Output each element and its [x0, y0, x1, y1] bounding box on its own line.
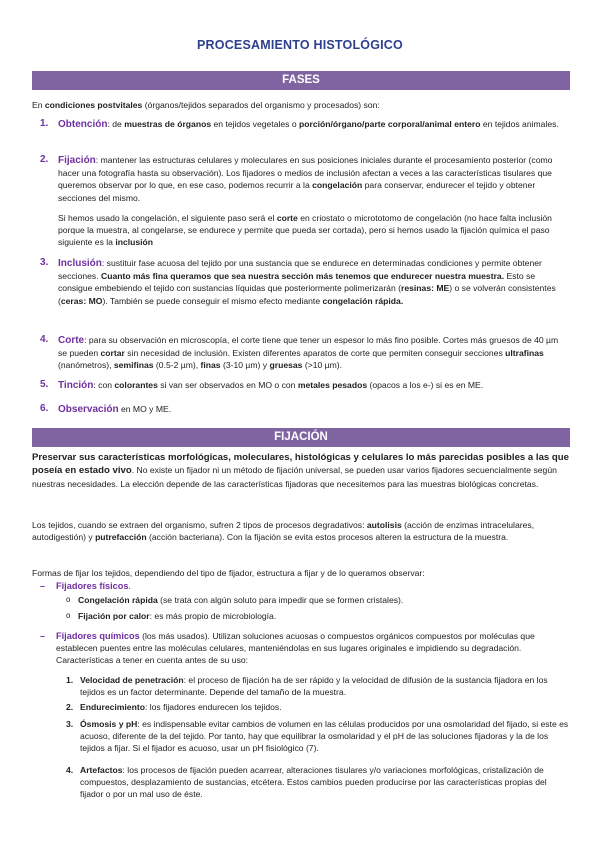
fase-number: 3.	[40, 257, 49, 268]
fase-item-observacion: Observación en MO y ME.	[58, 404, 172, 415]
quimico-number: 3.	[66, 719, 74, 729]
fijacion-lead: Preservar sus características morfológicas, moleculares, histológicas y celulares lo más parecidas posibles a las que poseía en estado vivo. No existe un fijador ni un método de fijación universal, se pueden usar varios fijadores secuencialmente según nuestras necesidades. La elección depende de las características fijadoras que necesitemos para las muestras biológicas concretas.	[32, 452, 569, 489]
quimico-item-velocidad: Velocidad de penetración: el proceso de fijación ha de ser rápido y la velocidad de difusión de la sustancia fijadora en los tejidos es un factor determinante. Depende del tamaño de la muestra.	[80, 675, 548, 698]
dash-bullet: –	[40, 631, 46, 641]
fisico-item-calor: Fijación por calor: es más propio de microbiología.	[78, 611, 277, 621]
section-bar-fijacion: FIJACIÓN	[32, 428, 570, 447]
fase-number: 2.	[40, 154, 49, 165]
fase-item-fijacion: Fijación: mantener las estructuras celulares y moleculares en sus posiciones iniciales durante el procesamiento posterior (como hacer una fotografía hasta su observación). Los fijadores o medios de inclusión afectan a veces a las características tisulares que queremos observar por lo que, en ese caso, podemos recurrir a la congelación para conservar, endurecer el tejido y obtener secciones del mismo.	[58, 155, 553, 203]
section-bar-fases: FASES	[32, 71, 570, 90]
quimico-item-endurecimiento: Endurecimiento: los fijadores endurecen los tejidos.	[80, 702, 282, 712]
quimico-number: 2.	[66, 702, 74, 712]
circle-bullet: o	[66, 611, 71, 620]
fase-item-congelacion-note: Si hemos usado la congelación, el siguiente paso será el corte en criostato o micrototomo de congelación (no hace falta inclusión porque la muestra, al congelarse, se endurece y permite que pueda ser cortada), pero si hemos usado la fijación química el paso siguiente es la inclusión	[58, 213, 552, 248]
quimico-item-artefactos: Artefactos: los procesos de fijación pueden acarrear, alteraciones tisulares y/o variaciones morfológicas, cristalización de compuestos, desplazamiento de sustancias, etcétera. Estos cambios pueden producirse por las características propias del fijador o por un mal uso de éste.	[80, 765, 547, 800]
fisico-item-congelacion: Congelación rápida (se trata con algún soluto para impedir que se formen cristales).	[78, 595, 404, 605]
quimico-number: 4.	[66, 765, 74, 775]
circle-bullet: o	[66, 595, 71, 604]
fijadores-fisicos: Fijadores físicos.	[56, 581, 131, 591]
dash-bullet: –	[40, 581, 46, 591]
fase-number: 4.	[40, 334, 49, 345]
fijacion-paragraph-formas: Formas de fijar los tejidos, dependiendo del tipo de fijador, estructura a fijar y de lo queramos observar:	[32, 568, 425, 578]
fase-item-inclusion: Inclusión: sustituir fase acuosa del tejido por una sustancia que se endurece en determinadas condiciones y permite obtener secciones. Cuanto más fina queramos que sea nuestra sección más tenemos que endurecer nuestra muestra. Esto se consigue embebiendo el tejido con sustancias líquidas que posteriormente polimerizarán (resinas: ME) o se volverán consistentes (ceras: MO). También se puede conseguir el mismo efecto mediante congelación rápida.	[58, 258, 556, 306]
fase-item-corte: Corte: para su observación en microscopía, el corte tiene que tener un espesor lo más fino posible. Cortes más gruesos de 40 µm se pueden cortar sin necesidad de inclusión. Existen diferentes aparatos de corte que permiten conseguir secciones ultrafinas (nanómetros), semifinas (0.5-2 µm), finas (3-10 µm) y gruesas (>10 µm).	[58, 335, 559, 371]
page-title: PROCESAMIENTO HISTOLÓGICO	[197, 38, 403, 52]
fases-intro: En condiciones postvitales (órganos/tejidos separados del organismo y procesados) son:	[32, 100, 380, 110]
quimico-item-osmosis: Ósmosis y pH: es indispensable evitar cambios de volumen en las células producidos por una osmolaridad del fijado, si este es acuoso, diferente de la del tejido. Por tanto, hay que equilibrar la osmolaridad y el pH de las soluciones fijadoras y la de los tejidos a fijar. Si el fijador es acuoso, usar un pH fisiológico (7).	[80, 719, 569, 754]
fase-number: 6.	[40, 403, 49, 414]
fijadores-quimicos: Fijadores químicos (los más usados). Utilizan soluciones acuosas o compuestos orgánicos compuestos por moléculas que establecen puentes entre las moléculas celulares, manteniéndolas en sus lugares originales e impidiendo su degradación. Características a tener en cuenta antes de su uso:	[56, 631, 535, 666]
fase-item-tincion: Tinción: con colorantes si van ser observados en MO o con metales pesados (opacos a los e-) si es en ME.	[58, 380, 484, 391]
quimico-number: 1.	[66, 675, 74, 685]
fijacion-paragraph-degradation: Los tejidos, cuando se extraen del organismo, sufren 2 tipos de procesos degradativos: autolisis (acción de enzimas intracelulares, autodigestión) y putrefacción (acción bacteriana). Con la fijación se evita estos procesos alteren la estructura de la muestra.	[32, 520, 535, 543]
fase-number: 1.	[40, 118, 49, 129]
fase-number: 5.	[40, 379, 49, 390]
fase-item-obtencion: Obtención: de muestras de órganos en tejidos vegetales o porción/órgano/parte corporal/animal entero en tejidos animales.	[58, 119, 559, 130]
